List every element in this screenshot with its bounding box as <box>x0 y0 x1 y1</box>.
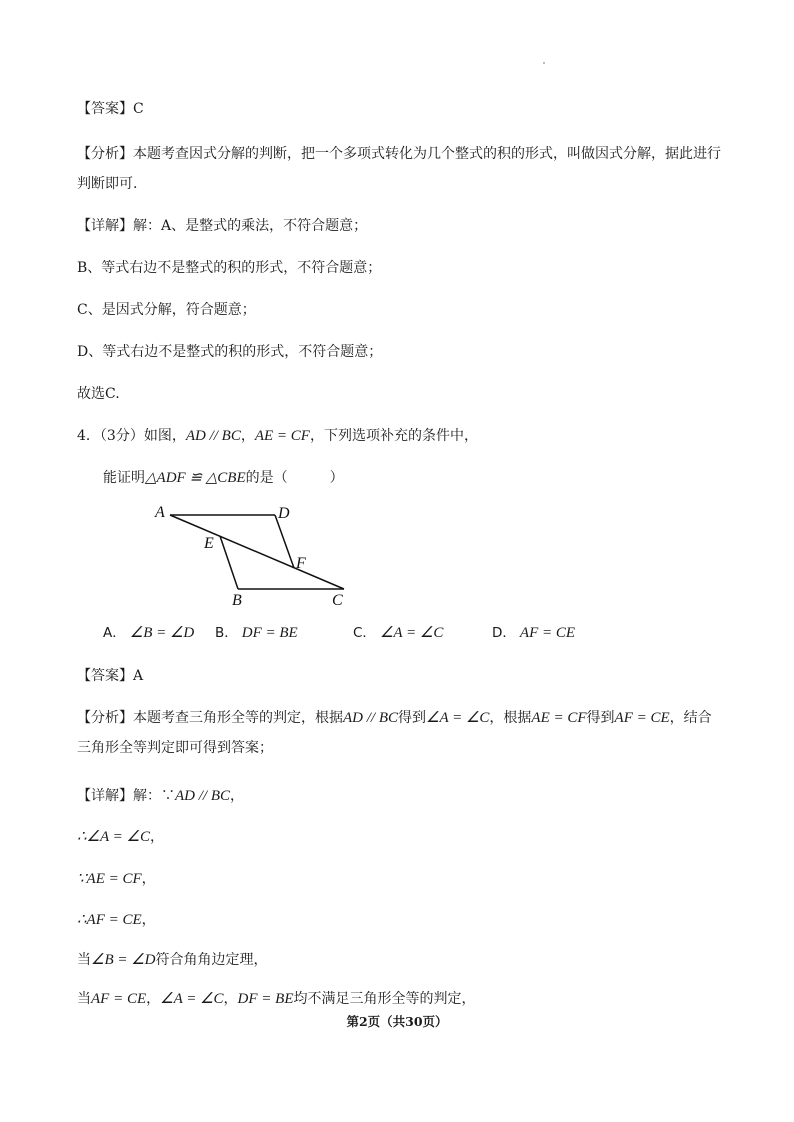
q3-conclusion: 故选C. <box>77 386 120 402</box>
segment-EB <box>220 536 238 589</box>
label-B: B <box>232 592 242 609</box>
label-D: D <box>278 505 290 522</box>
q3-analysis-line1: 【分析】本题考查因式分解的判断，把一个多项式转化为几个整式的积的形式，叫做因式分解，据此进行 <box>77 146 721 162</box>
congruence-statement: △ADF ≌ △CBE <box>145 470 246 486</box>
label-C: C <box>332 592 343 609</box>
q3-answer <box>77 99 144 119</box>
q3-detail-line3: C、是因式分解，符合题意； <box>77 302 256 318</box>
q3-detail-line4: D、等式右边不是整式的积的形式，不符合题意； <box>77 344 383 360</box>
q4-step2: ∵AE = CF， <box>77 871 156 887</box>
answer-label: 【答案】 <box>77 668 133 684</box>
q4-detail-line1: 【详解】解：∵AD // BC， <box>77 788 244 804</box>
q4-step3: ∴AF = CE， <box>77 912 156 928</box>
page-footer: 第2页（共30页） <box>346 1014 448 1029</box>
label-E: E <box>204 535 214 552</box>
segment-DF <box>275 515 294 568</box>
given-equal: AE = CF <box>254 428 310 444</box>
geometry-figure <box>140 498 370 613</box>
option-b[interactable]: B． DF = BE <box>215 625 298 641</box>
q4-prompt: 能证明△ADF ≌ △CBE的是（ ） <box>103 470 344 486</box>
q3-analysis-line2: 判断即可. <box>77 176 138 192</box>
q4-step4: 当∠B = ∠D符合角角边定理， <box>77 952 268 968</box>
q3-detail-line2: B、等式右边不是整式的积的形式，不符合题意； <box>77 260 382 276</box>
answer-label: 【答案】 <box>77 101 133 117</box>
q4-analysis-line2: 三角形全等判定即可得到答案； <box>77 740 273 756</box>
q3-detail-line1: 【详解】解：A、是整式的乘法，不符合题意； <box>77 218 368 234</box>
given-parallel: AD // BC <box>185 428 241 444</box>
segment-AC <box>170 515 344 589</box>
option-a[interactable]: A． ∠B = ∠D <box>103 625 195 641</box>
analysis-label: 【分析】 <box>77 710 133 726</box>
detail-label: 【详解】 <box>77 218 133 234</box>
answer-value: A <box>133 668 144 684</box>
option-d[interactable]: D． AF = CE <box>492 625 576 641</box>
q4-step5: 当AF = CE，∠A = ∠C，DF = BE均不满足三角形全等的判定， <box>77 991 476 1007</box>
option-c[interactable]: C． ∠A = ∠C <box>353 625 444 641</box>
scan-speck <box>543 62 545 64</box>
q4-step1: ∴∠A = ∠C， <box>77 829 164 845</box>
q4-stem: 4．（3分）如图，AD // BC，AE = CF，下列选项补充的条件中， <box>77 428 478 444</box>
q4-analysis-line1: 【分析】本题考查三角形全等的判定，根据AD // BC得到∠A = ∠C，根据AE = CF得到AF = CE，结合 <box>77 710 712 726</box>
answer-value: C <box>133 101 144 117</box>
detail-label: 【详解】 <box>77 788 133 804</box>
label-A: A <box>155 504 165 521</box>
analysis-label: 【分析】 <box>77 146 133 162</box>
q4-answer <box>77 666 143 686</box>
label-F: F <box>296 555 306 572</box>
